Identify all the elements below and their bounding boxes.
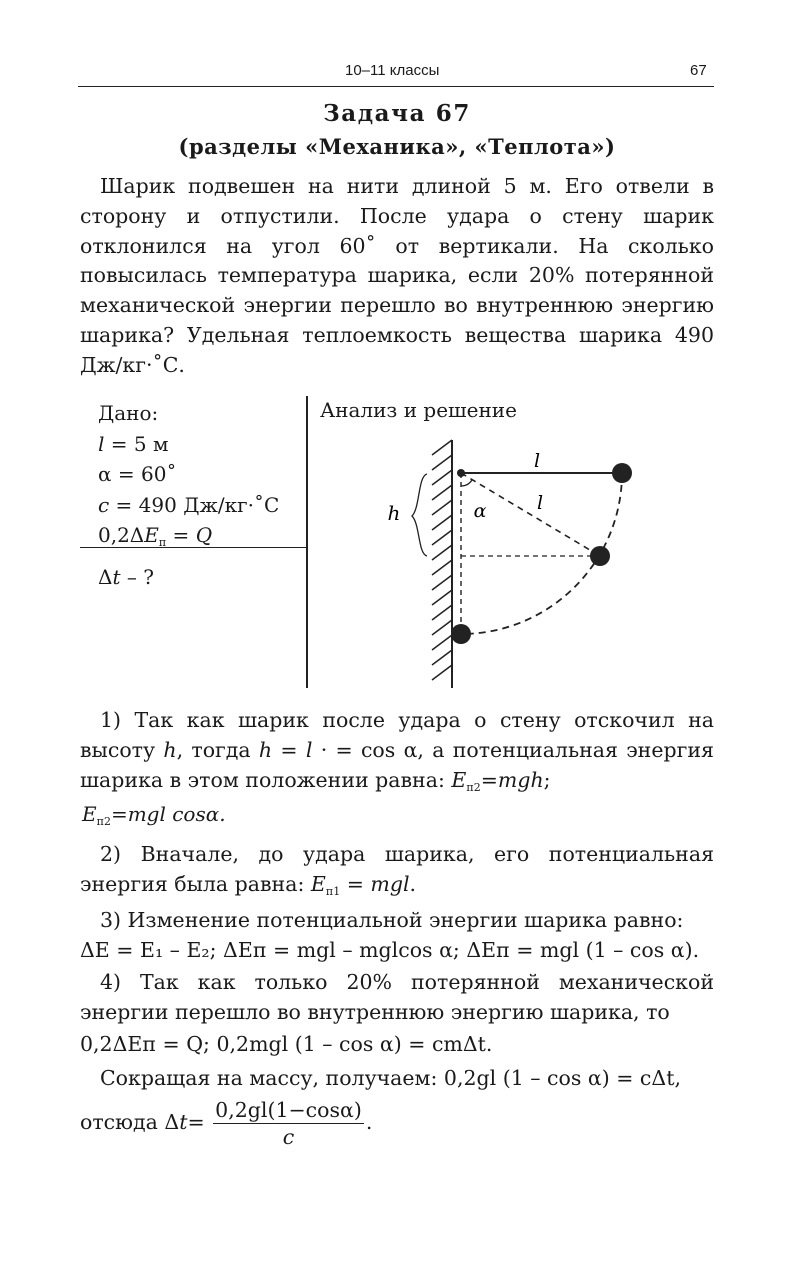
solution-step-3: 3) Изменение потенциальной энергии шарика равно: [100,908,684,932]
step-1-formula: $E_{п2}=mgl$ cosα. [82,802,226,828]
hence-label: отсюда [80,1110,158,1134]
header-rule [78,86,714,87]
problem-subtitle: (разделы «Механика», «Теплота») [178,134,616,159]
problem-statement: Шарик подвешен на нити длиной 5 м. Его отвели в сторону и отпустили. После удара о стену шарик отклонился на угол 60˚ от вертикали. На сколько повысилась температура шарика, если 20% потерянной механической энергии перешло во внутреннюю энергию шарика? Удельная теплоемкость вещества шарика 490 Дж/кг·˚С. [80,174,714,377]
step-4-formula: 0,2ΔEп = Q; 0,2mgl (1 – cos α) = cmΔt. [80,1032,493,1056]
given-heat-capacity: c = 490 Дж/кг·˚С [98,492,280,517]
analysis-heading: Анализ и решение [320,398,517,422]
given-unknown: Δt – ? [98,564,154,589]
ball-initial [612,463,632,483]
given-block [98,398,279,592]
page-number: 67 [690,62,707,79]
wall [432,440,452,688]
solution-step-1: 1) Так как шарик после удара о стену отскочил на высоту h, тогда h = l · = cos α, а потенциальная энергия шарика в этом положении равна: $E_{п2}=mgh$; [80,708,714,794]
pivot-point [457,469,465,477]
label-l-diagonal: l [536,492,544,514]
given-energy-relation: $0,2\Delta E_п = Q$ [98,523,213,549]
table-divider-vertical [306,396,308,688]
problem-title: Задача 67 [323,100,471,127]
given-angle: α = 60˚ [98,462,177,486]
fraction-denominator: c [282,1125,295,1149]
fraction-numerator: 0,2gl(1−cosα) [215,1098,362,1122]
label-l-top: l [533,450,541,472]
pendulum-diagram [380,438,660,693]
ball-deflected [590,546,610,566]
label-h: h [387,501,401,525]
solution-step-4: 4) Так как только 20% потерянной механической энергии перешло во внутреннюю энергию шарика, то [80,970,714,1024]
ball-bottom [451,624,471,644]
step-3-formula: ΔE = E₁ – E₂; ΔEп = mgl – mglcos α; ΔEп = mgl (1 – cos α). [80,938,700,962]
reduce-by-mass: Сокращая на массу, получаем: 0,2gl (1 – cos α) = cΔt, [100,1066,681,1090]
result-fraction [213,1098,364,1149]
label-alpha: α [473,500,487,522]
given-heading: Дано: [98,401,159,425]
solution-step-2: 2) Вначале, до удара шарика, его потенциальная энергия была равна: $E_{п1}$ = mgl. [80,842,714,898]
running-header-section: 10–11 классы [345,62,440,79]
given-length: l = 5 м [98,431,169,456]
final-result: отсюда Δt= $\frac{0,2gl(1-\cos\alpha)}{c}$ . [80,1098,373,1149]
